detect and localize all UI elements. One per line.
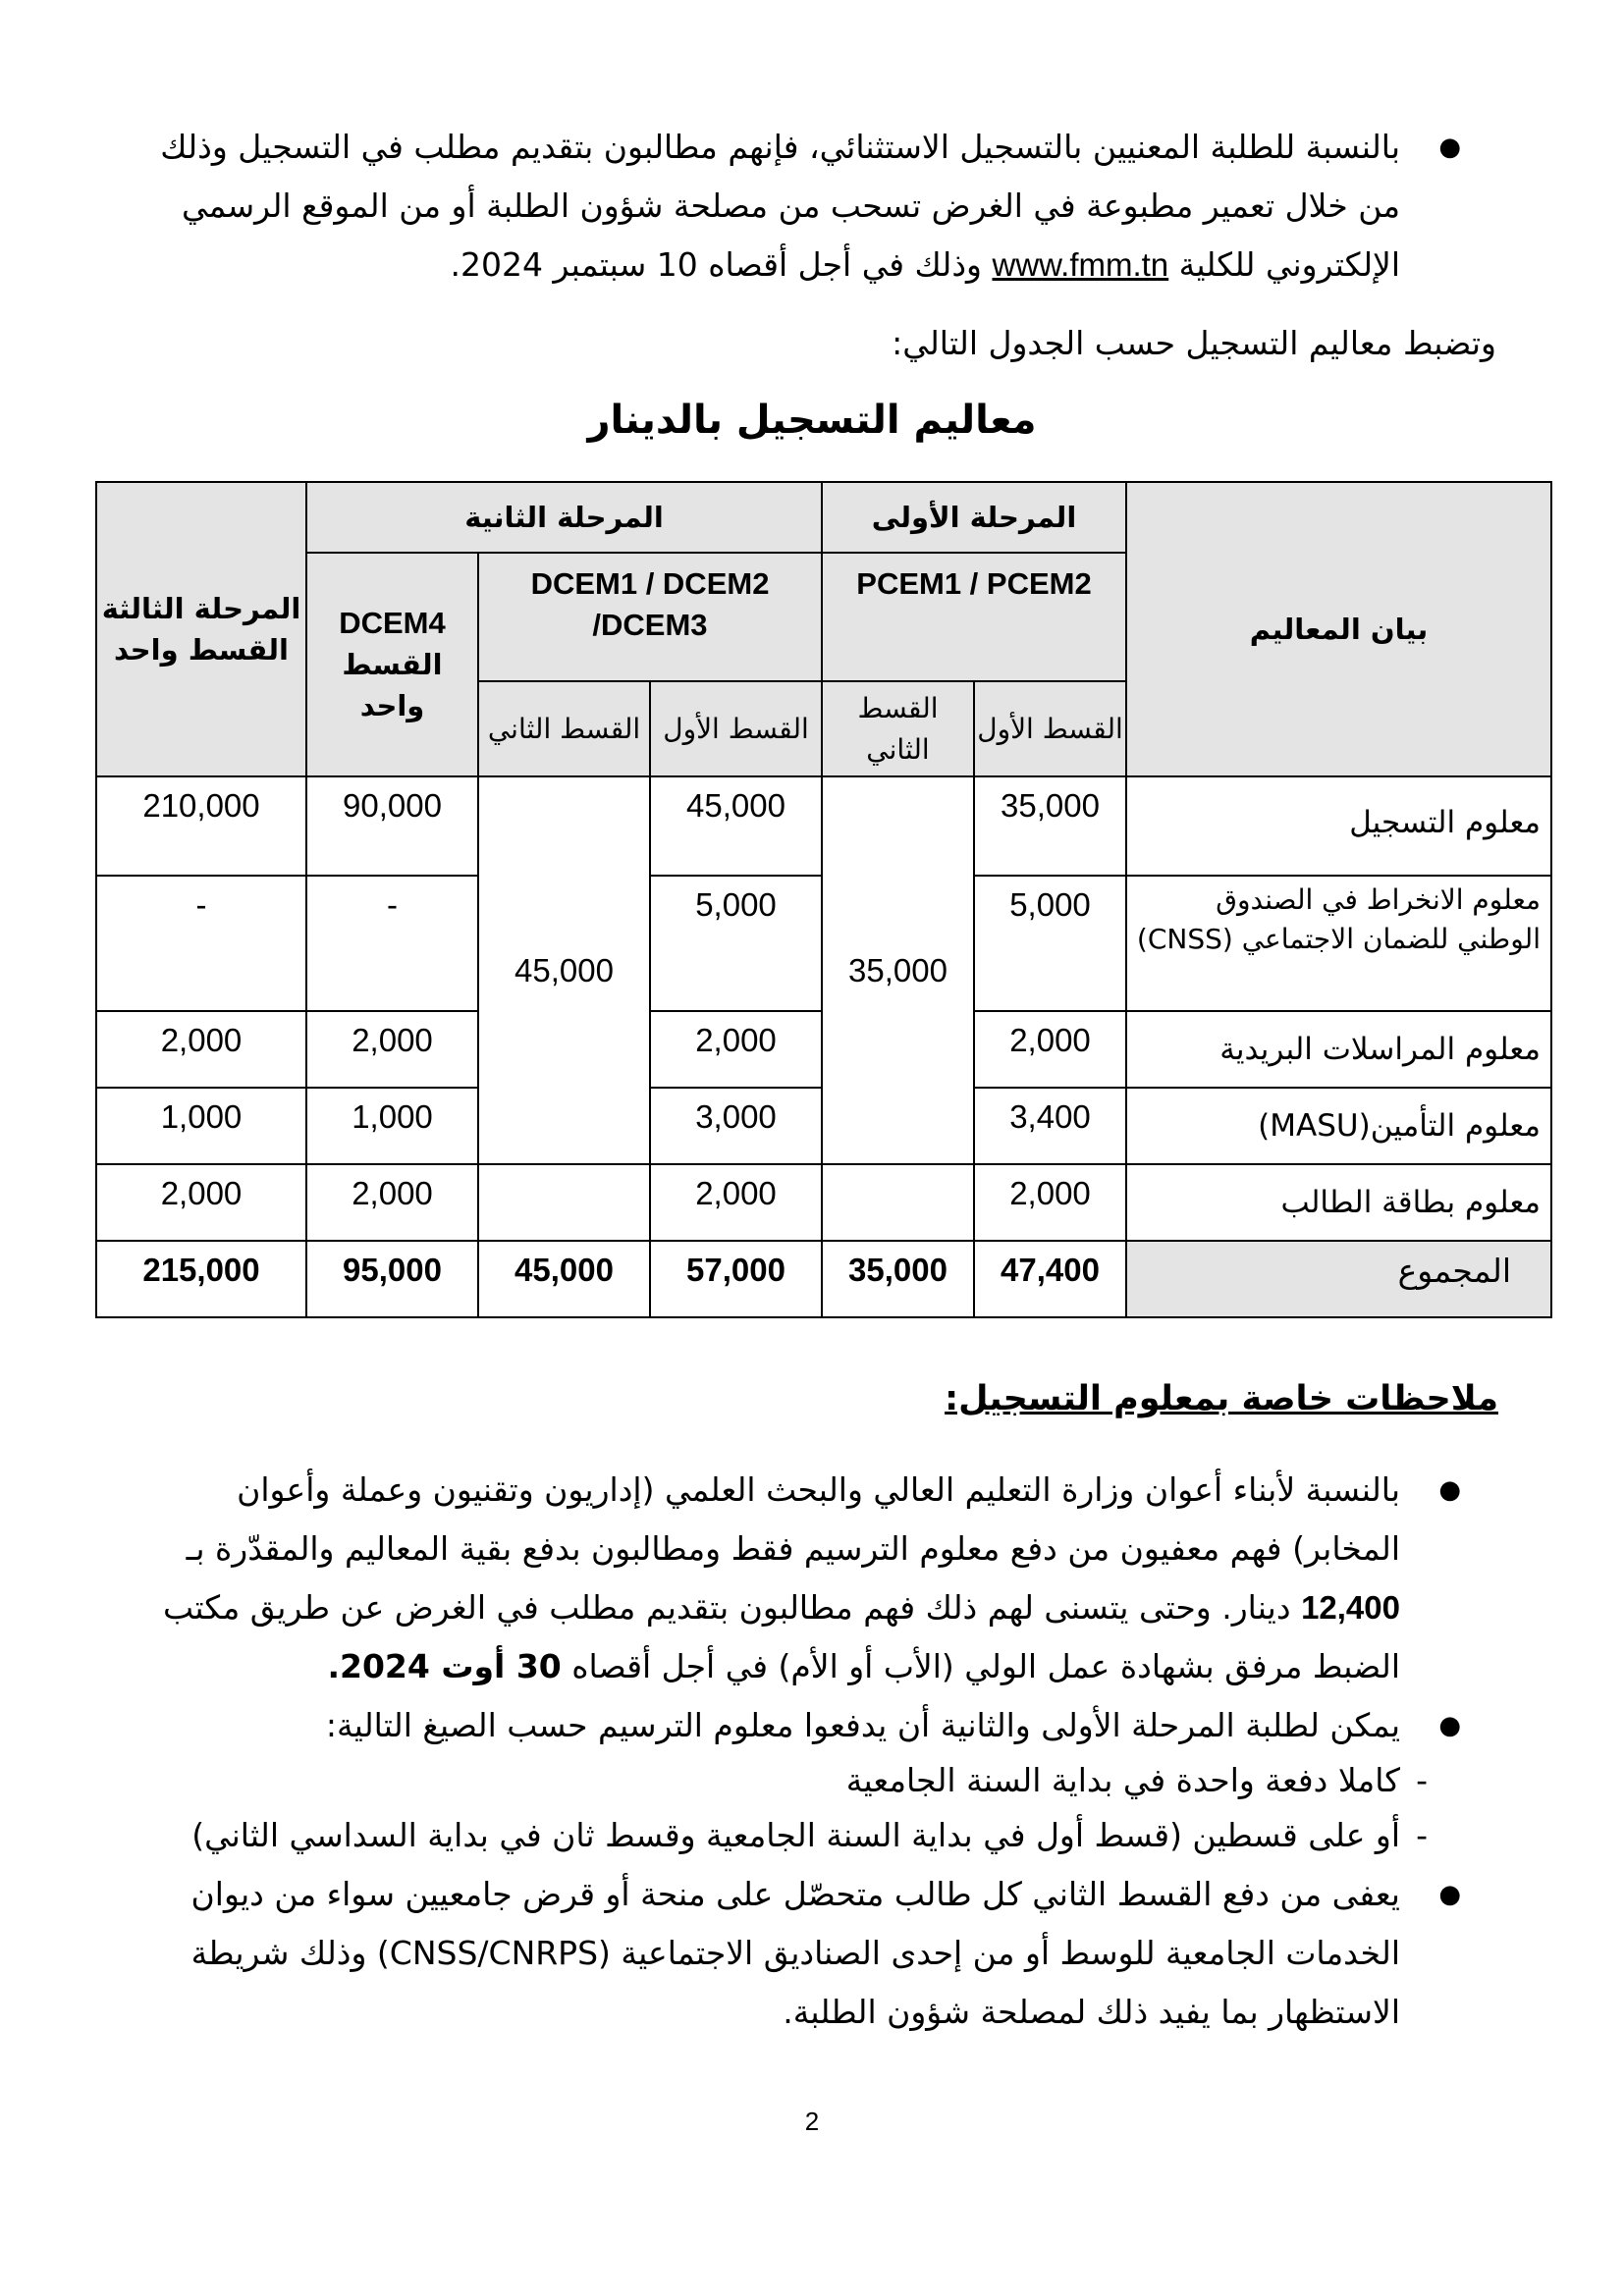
- intro-line-2: من خلال تعمير مطبوعة في الغرض تسحب من مصلحة شؤون الطلبة أو من الموقع الرسمي: [181, 187, 1400, 225]
- header-p1-inst1: القسط الأول: [974, 681, 1126, 776]
- table-row: 2,000 2,000 2,000 2,000 معلوم المراسلات البريدية: [96, 1011, 1551, 1088]
- merged-p1-inst2: 35,000: [822, 776, 974, 1164]
- faculty-website-link[interactable]: www.fmm.tn: [992, 246, 1169, 283]
- merged-p2-inst2: 45,000: [478, 776, 650, 1164]
- notes-block: [153, 1461, 1461, 2042]
- table-row: - - 5,000 5,000 معلوم الانخراط في الصندوق الوطني للضمان الاجتماعي (CNSS): [96, 876, 1551, 1011]
- table-row: 1,000 1,000 3,000 3,400 معلوم التأمين(MASU): [96, 1088, 1551, 1164]
- note-3-line-2: الخدمات الجامعية للوسط أو من إحدى الصناديق الاجتماعية (CNSS/CNRPS) وذلك شريطة: [190, 1934, 1400, 1972]
- note-3-line-1: ● يعفى من دفع القسط الثاني كل طالب متحصّل على منحة أو قرض جامعيين سواء من ديوان: [153, 1865, 1400, 1924]
- header-dcem4: DCEM4 القسط واحد: [306, 553, 478, 776]
- table-total-row: 215,000 95,000 45,000 57,000 35,000 47,400 المجموع: [96, 1241, 1551, 1317]
- header-label-column: بيان المعاليم: [1126, 482, 1551, 776]
- option-2: - أو على قسطين (قسط أول في بداية السنة الجامعية وقسط ثان في بداية السداسي الثاني): [153, 1806, 1400, 1865]
- total-label: المجموع: [1126, 1241, 1551, 1317]
- table-intro-text: وتضبط معاليم التسجيل حسب الجدول التالي:: [892, 324, 1496, 362]
- bullet-icon: ●: [1438, 1475, 1461, 1505]
- note-1-line-3: 12,400 دينار. وحتى يتسنى لهم ذلك فهم مطالبون بتقديم مطلب في الغرض عن طريق مكتب: [163, 1588, 1400, 1627]
- row-label: معلوم بطاقة الطالب: [1126, 1164, 1551, 1241]
- header-phase1-levels: PCEM1 / PCEM2: [822, 553, 1126, 681]
- table-title: معاليم التسجيل بالدينار: [587, 398, 1037, 443]
- bullet-icon: ●: [1438, 133, 1461, 162]
- header-phase3: المرحلة الثالثة القسط واحد: [96, 482, 306, 776]
- intro-paragraph: [153, 118, 1461, 294]
- dash-icon: -: [1416, 1816, 1428, 1854]
- intro-line-3: الإلكتروني للكلية www.fmm.tn وذلك في أجل أقصاه 10 سبتمبر 2024.: [450, 245, 1400, 284]
- bullet-icon: ●: [1438, 1711, 1461, 1740]
- notes-title: ملاحظات خاصة بمعلوم التسجيل:: [945, 1379, 1498, 1418]
- intro-line-1: ● بالنسبة للطلبة المعنيين بالتسجيل الاستثنائي، فإنهم مطالبون بتقديم مطلب في التسجيل وذلك: [153, 118, 1400, 177]
- row-label: معلوم المراسلات البريدية: [1126, 1011, 1551, 1088]
- fees-table: [95, 481, 1552, 1318]
- note-1-line-2: المخابر) فهم معفيون من دفع معلوم الترسيم فقط ومطالبون بدفع بقية المعاليم والمقدّرة بـ: [186, 1529, 1400, 1568]
- page-number: 2: [804, 2107, 820, 2136]
- table-row: 210,000 90,000 45,000 45,000 35,000 35,000 معلوم التسجيل: [96, 776, 1551, 876]
- note-1-line-1: ● بالنسبة لأبناء أعوان وزارة التعليم العالي والبحث العلمي (إداريون وتقنيون وعملة وأعوان: [153, 1461, 1400, 1520]
- dash-icon: -: [1416, 1761, 1428, 1799]
- header-phase2: المرحلة الثانية: [306, 482, 822, 553]
- table-row: 2,000 2,000 2,000 2,000 معلوم بطاقة الطالب: [96, 1164, 1551, 1241]
- header-p2-inst1: القسط الأول: [650, 681, 822, 776]
- row-label: معلوم الانخراط في الصندوق الوطني للضمان الاجتماعي (CNSS): [1126, 876, 1551, 1011]
- header-phase1: المرحلة الأولى: [822, 482, 1126, 553]
- note-3-line-3: الاستظهار بما يفيد ذلك لمصلحة شؤون الطلبة.: [783, 1993, 1400, 2031]
- note-1-line-4: الضبط مرفق بشهادة عمل الولي (الأب أو الأم) في أجل أقصاه 30 أوت 2024.: [327, 1647, 1400, 1685]
- option-1: - كاملا دفعة واحدة في بداية السنة الجامعية: [153, 1755, 1400, 1806]
- row-label: معلوم التسجيل: [1126, 776, 1551, 876]
- row-label: معلوم التأمين(MASU): [1126, 1088, 1551, 1164]
- note-2-line-1: ● يمكن لطلبة المرحلة الأولى والثانية أن يدفعوا معلوم الترسيم حسب الصيغ التالية:: [153, 1696, 1400, 1755]
- bullet-icon: ●: [1438, 1880, 1461, 1909]
- header-phase2-levels: DCEM1 / DCEM2 /DCEM3: [478, 553, 822, 681]
- header-p1-inst2: القسط الثاني: [822, 681, 974, 776]
- header-p2-inst2: القسط الثاني: [478, 681, 650, 776]
